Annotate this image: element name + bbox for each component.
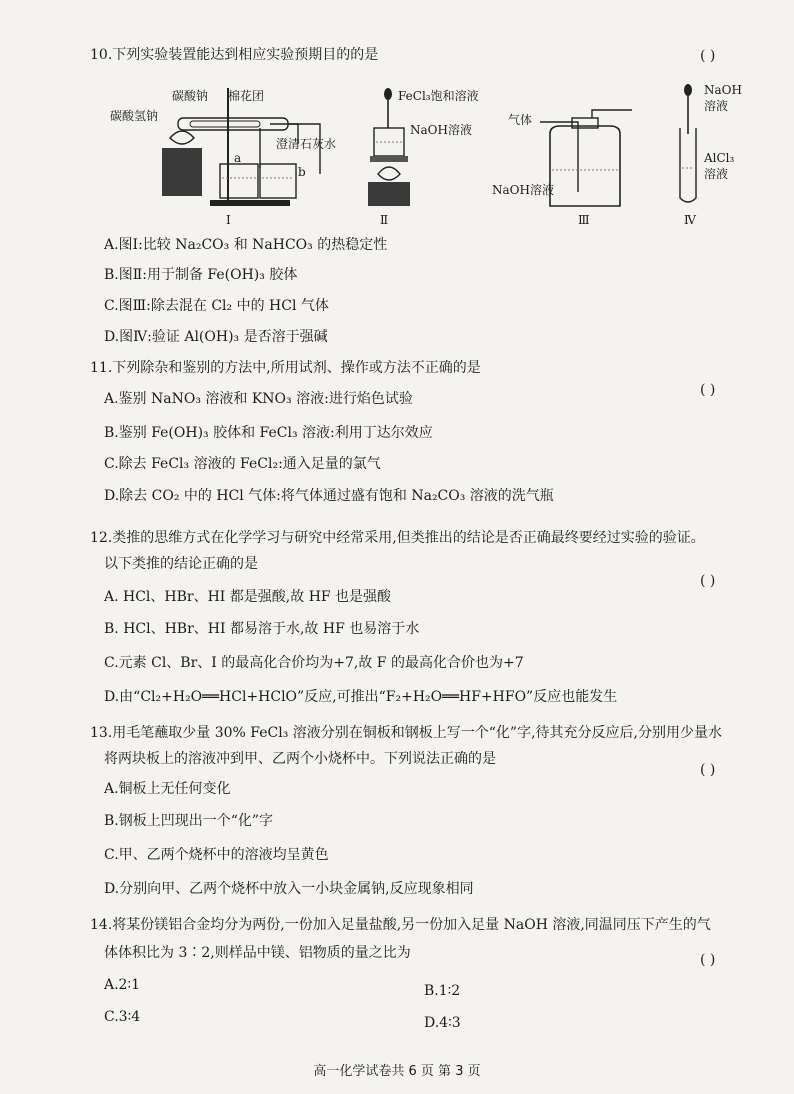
q12-option-c: C.元素 Cl、Br、I 的最高化合价均为+7,故 F 的最高化合价也为+7 (104, 655, 524, 671)
test-tube-iv (680, 128, 696, 202)
q14-option-b: B.1∶2 (424, 983, 461, 999)
q11-option-a: A.鉴别 NaNO₃ 溶液和 KNO₃ 溶液:进行焰色试验 (104, 391, 413, 407)
q14-option-d: D.4∶3 (424, 1015, 461, 1031)
burner-block-i (162, 148, 202, 196)
q13-stem-continued: 将两块板上的溶液冲到甲、乙两个小烧杯中。下列说法正确的是 (104, 751, 496, 767)
q13-option-b: B.钢板上凹现出一个“化”字 (104, 813, 274, 829)
wash-bottle-iii (550, 126, 620, 206)
q13-option-a: A.铜板上无任何变化 (104, 781, 231, 797)
q11-option-b: B.鉴别 Fe(OH)₃ 胶体和 FeCl₃ 溶液:利用丁达尔效应 (104, 425, 433, 441)
label-b: b (298, 165, 306, 179)
q14-stem-continued: 体体积比为 3∶2,则样品中镁、铝物质的量之比为 (104, 945, 411, 961)
flame-i (170, 131, 194, 144)
label-solution-iv-2: 溶液 (704, 167, 729, 181)
label-naoh-iii: NaOH溶液 (492, 183, 554, 197)
q10-option-d: D.图Ⅳ:验证 Al(OH)₃ 是否溶于强碱 (104, 329, 328, 345)
q12-stem-continued: 以下类推的结论正确的是 (104, 556, 258, 572)
label-gas: 气体 (508, 113, 533, 127)
figure-iv (680, 83, 742, 227)
label-alcl3: AlCl₃ (704, 151, 735, 165)
q11-option-d: D.除去 CO₂ 中的 HCl 气体:将气体通过盛有饱和 Na₂CO₃ 溶液的洗气瓶 (104, 488, 554, 504)
label-naoh-iv: NaOH (704, 83, 742, 97)
q11-option-c: C.除去 FeCl₃ 溶液的 FeCl₂:通入足量的氯气 (104, 456, 381, 472)
inlet-tube-iii (540, 122, 578, 192)
q11-answer-paren: ( ) (700, 382, 716, 398)
q14-answer-paren: ( ) (700, 952, 716, 968)
figure-i (110, 88, 336, 227)
caption-iv: Ⅳ (684, 213, 696, 227)
q12-stem: 12.类推的思维方式在化学学习与研究中经常采用,但类推出的结论是否正确最终要经过实验的验证。 (90, 530, 705, 546)
stand-base-i (210, 200, 290, 206)
caption-i: Ⅰ (226, 213, 231, 227)
q10-option-c: C.图Ⅲ:除去混在 Cl₂ 中的 HCl 气体 (104, 298, 329, 314)
dropper-bulb-ii (384, 88, 392, 100)
label-limewater: 澄清石灰水 (276, 137, 337, 151)
label-fecl3: FeCl₃饱和溶液 (398, 89, 479, 103)
outlet-tube-iii (592, 110, 632, 118)
q12-option-b: B. HCl、HBr、HI 都易溶于水,故 HF 也易溶于水 (104, 621, 420, 637)
q13-option-d: D.分别向甲、乙两个烧杯中放入一小块金属钠,反应现象相同 (104, 881, 474, 897)
figure-iii (492, 110, 632, 227)
q12-option-d: D.由“Cl₂+H₂O══HCl+HClO”反应,可推出“F₂+H₂O══HF+HFO”反应也能发生 (104, 689, 618, 705)
q13-answer-paren: ( ) (700, 762, 716, 778)
q13-stem: 13.用毛笔蘸取少量 30% FeCl₃ 溶液分别在铜板和钢板上写一个“化”字,待其充分反应后,分别用少量水 (90, 725, 722, 741)
q10-answer-paren: ( ) (700, 48, 716, 64)
gauze-ii (370, 156, 408, 162)
burner-block-ii (368, 182, 410, 206)
q10-option-a: A.图Ⅰ:比较 Na₂CO₃ 和 NaHCO₃ 的热稳定性 (104, 237, 388, 253)
q14-option-a: A.2∶1 (104, 977, 141, 993)
label-sodium-bicarbonate: 碳酸氢钠 (110, 109, 159, 123)
q10-option-b: B.图Ⅱ:用于制备 Fe(OH)₃ 胶体 (104, 267, 298, 283)
page-footer: 高一化学试卷共 6 页 第 3 页 (313, 1064, 481, 1079)
q13-option-c: C.甲、乙两个烧杯中的溶液均呈黄色 (104, 847, 329, 863)
q11-stem: 11.下列除杂和鉴别的方法中,所用试剂、操作或方法不正确的是 (90, 360, 481, 376)
label-cotton: 棉花团 (228, 89, 265, 103)
q12-option-a: A. HCl、HBr、HI 都是强酸,故 HF 也是强酸 (104, 589, 392, 605)
label-a: a (234, 151, 242, 165)
q10-stem: 10.下列实验装置能达到相应实验预期目的的是 (90, 47, 379, 63)
q14-option-c: C.3∶4 (104, 1009, 141, 1025)
q10-apparatus-figure (110, 78, 750, 238)
flame-ii (378, 167, 400, 180)
beaker-b-i (260, 164, 296, 198)
dropper-bulb-iv (684, 84, 692, 96)
q12-answer-paren: ( ) (700, 573, 716, 589)
label-solution-iv-1: 溶液 (704, 99, 729, 113)
label-naoh-ii: NaOH溶液 (410, 123, 472, 137)
figure-ii (368, 88, 479, 227)
label-sodium-carbonate: 碳酸钠 (172, 89, 209, 103)
caption-ii: Ⅱ (380, 213, 389, 227)
inner-tube-i (190, 121, 260, 127)
q14-stem: 14.将某份镁铝合金均分为两份,一份加入足量盐酸,另一份加入足量 NaOH 溶液,同温同压下产生的气 (90, 917, 711, 933)
beaker-a-i (220, 164, 258, 198)
caption-iii: Ⅲ (578, 213, 590, 227)
